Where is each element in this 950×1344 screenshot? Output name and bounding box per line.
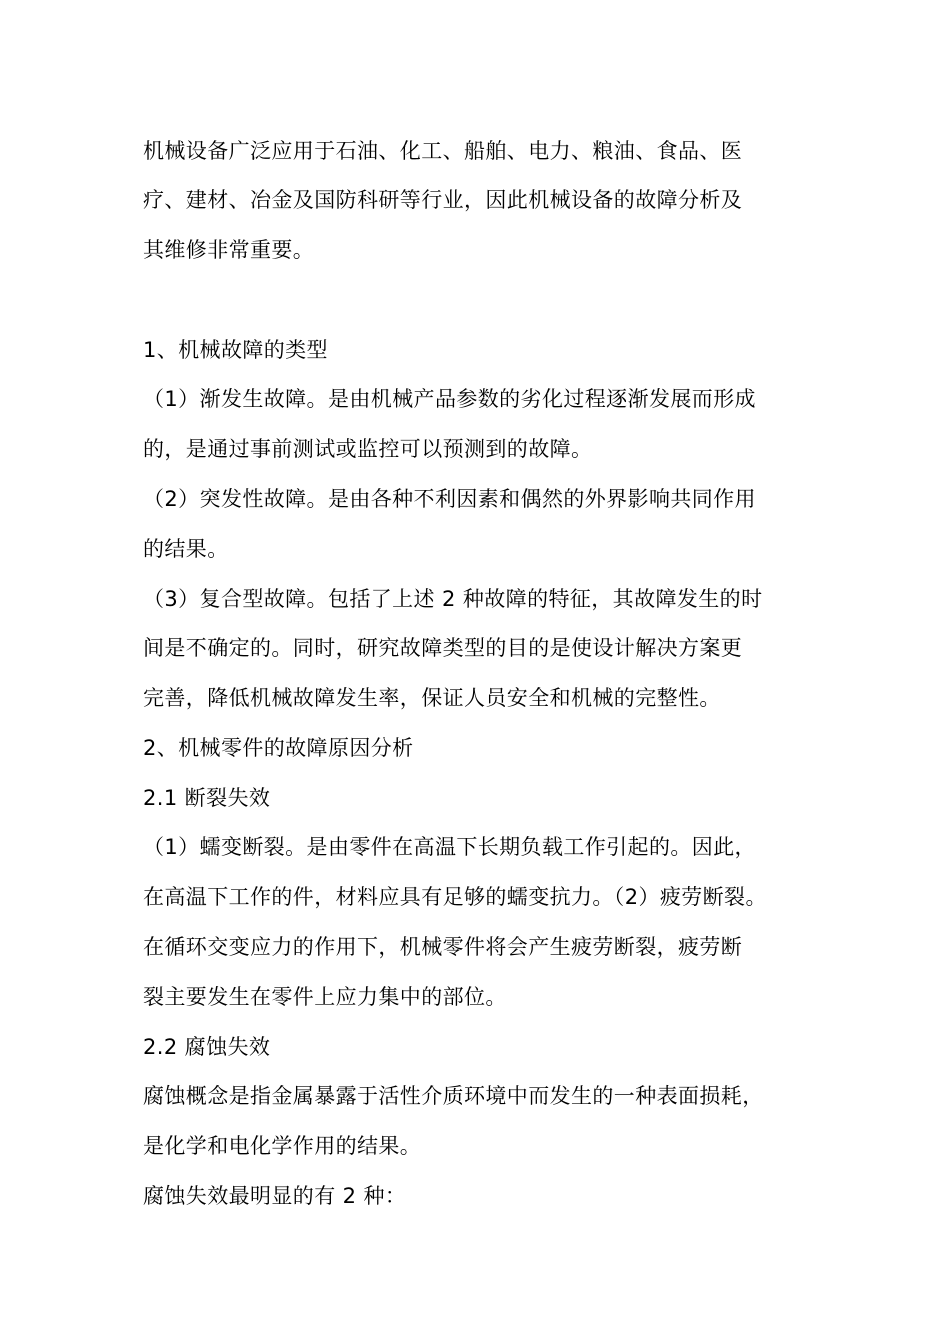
section-2-heading: 2、机械零件的故障原因分析	[143, 736, 414, 760]
paragraph-2-1-line-2: 在高温下工作的件，材料应具有足够的蠕变抗力。（2）疲劳断裂。	[143, 885, 767, 909]
item-3-line-3: 完善，降低机械故障发生率，保证人员安全和机械的完整性。	[143, 686, 721, 710]
paragraph-2-2-line-3: 腐蚀失效最明显的有 2 种：	[143, 1184, 407, 1208]
item-1-line-2: 的，是通过事前测试或监控可以预测到的故障。	[143, 437, 593, 461]
paragraph-2-1-line-1: （1）蠕变断裂。是由零件在高温下长期负载工作引起的。因此，	[143, 835, 756, 859]
paragraph-2-2-line-2: 是化学和电化学作用的结果。	[143, 1134, 422, 1158]
item-2-line-1: （2）突发性故障。是由各种不利因素和偶然的外界影响共同作用	[143, 487, 756, 511]
paragraph-2-2-line-1: 腐蚀概念是指金属暴露于活性介质环境中而发生的一种表面损耗，	[143, 1084, 764, 1108]
intro-line-1: 机械设备广泛应用于石油、化工、船舶、电力、粮油、食品、医	[143, 139, 743, 163]
section-1-heading: 1、机械故障的类型	[143, 338, 328, 362]
intro-line-2: 疗、建材、冶金及国防科研等行业，因此机械设备的故障分析及	[143, 188, 743, 212]
paragraph-2-1-line-3: 在循环交变应力的作用下，机械零件将会产生疲劳断裂，疲劳断	[143, 935, 743, 959]
item-1-line-1: （1）渐发生故障。是由机械产品参数的劣化过程逐渐发展而形成	[143, 387, 756, 411]
item-3-line-1: （3）复合型故障。包括了上述 2 种故障的特征，其故障发生的时	[143, 587, 763, 611]
paragraph-2-1-line-4: 裂主要发生在零件上应力集中的部位。	[143, 985, 507, 1009]
subsection-2-1-heading: 2.1 断裂失效	[143, 786, 271, 810]
subsection-2-2-heading: 2.2 腐蚀失效	[143, 1035, 271, 1059]
item-2-line-2: 的结果。	[143, 537, 229, 561]
intro-line-3: 其维修非常重要。	[143, 238, 315, 262]
item-3-line-2: 间是不确定的。同时，研究故障类型的目的是使设计解决方案更	[143, 636, 743, 660]
